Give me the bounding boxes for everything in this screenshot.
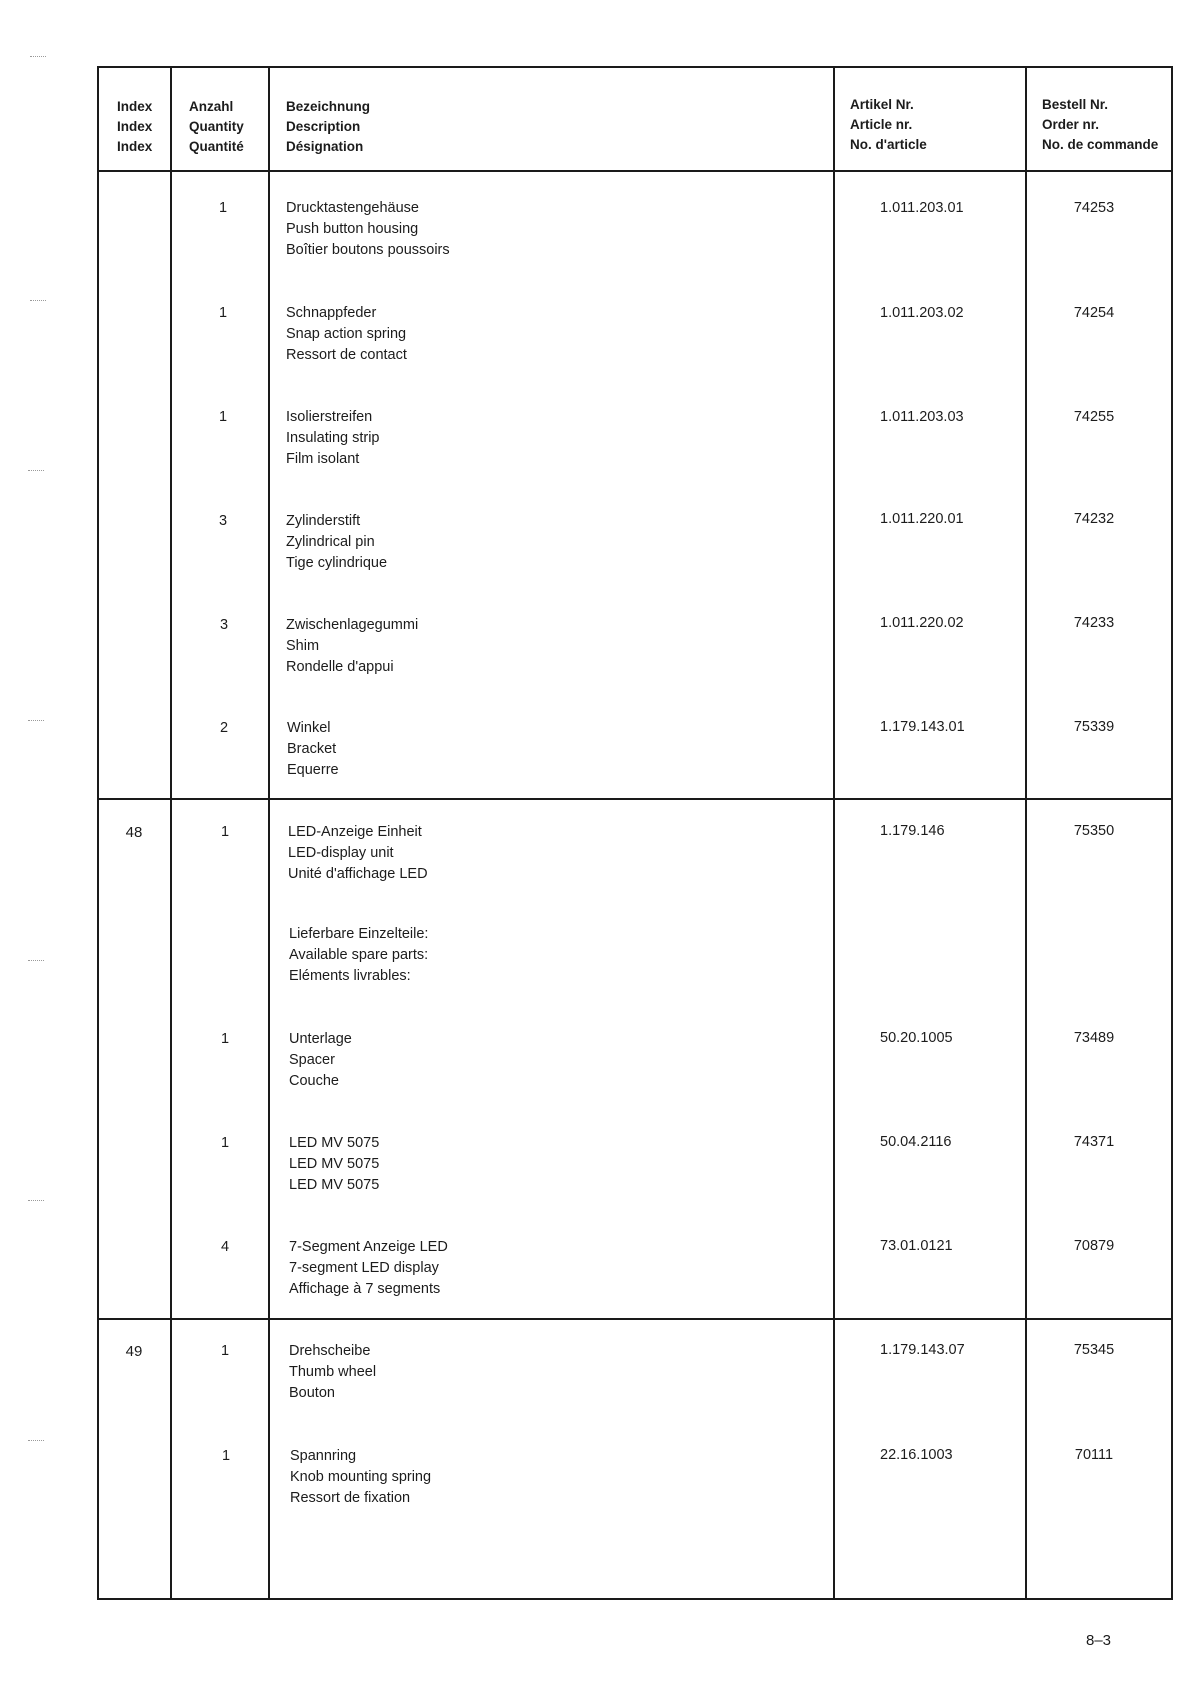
- order-number-cell: 74371: [1073, 1134, 1115, 1150]
- article-number-cell: 50.04.2116: [880, 1134, 952, 1150]
- description-cell: [289, 924, 428, 987]
- header-label: Article nr.: [850, 117, 913, 132]
- description-line: LED MV 5075: [289, 1135, 380, 1151]
- description-line: LED MV 5075: [289, 1156, 380, 1172]
- description-line: Drehscheibe: [289, 1343, 371, 1359]
- description-line: Couche: [289, 1073, 339, 1089]
- order-number-cell: 73489: [1073, 1030, 1115, 1046]
- description-cell: [286, 407, 380, 470]
- header-label: Bezeichnung: [286, 99, 371, 114]
- description-line: Shim: [286, 638, 320, 654]
- column-divider: [268, 66, 270, 1600]
- description-line: LED-display unit: [288, 845, 394, 861]
- description-line: Eléments livrables:: [289, 968, 411, 984]
- header-description: [286, 97, 370, 157]
- description-cell: [289, 1341, 376, 1404]
- description-line: Schnappfeder: [286, 305, 377, 321]
- article-number-cell: 1.179.143.01: [880, 719, 965, 735]
- article-number-cell: 1.011.220.01: [880, 511, 964, 527]
- order-number-cell: 74253: [1073, 200, 1115, 216]
- column-divider: [170, 66, 172, 1600]
- description-line: Film isolant: [286, 451, 360, 467]
- quantity-cell: 1: [220, 1343, 230, 1359]
- description-cell: [289, 1029, 352, 1092]
- page-number: 8–3: [1086, 1632, 1112, 1649]
- description-cell: [286, 615, 418, 678]
- quantity-cell: 3: [218, 513, 228, 529]
- description-line: Winkel: [287, 720, 331, 736]
- description-line: Unité d'affichage LED: [288, 866, 428, 882]
- scan-artifact: [28, 960, 44, 961]
- description-cell: [287, 718, 339, 781]
- article-number-cell: 22.16.1003: [880, 1447, 953, 1463]
- header-order-number: [1042, 95, 1158, 155]
- header-quantity: [189, 97, 244, 157]
- description-line: 7-Segment Anzeige LED: [289, 1239, 448, 1255]
- description-cell: [286, 511, 387, 574]
- order-number-cell: 75345: [1073, 1342, 1115, 1358]
- description-line: Isolierstreifen: [286, 409, 373, 425]
- description-line: Drucktastengehäuse: [286, 200, 419, 216]
- description-line: Insulating strip: [286, 430, 380, 446]
- column-divider: [833, 66, 835, 1600]
- header-label: Index: [117, 99, 153, 114]
- description-line: LED MV 5075: [289, 1177, 380, 1193]
- quantity-cell: 1: [220, 1135, 230, 1151]
- description-line: Zylindrical pin: [286, 534, 375, 550]
- article-number-cell: 1.179.143.07: [880, 1342, 965, 1358]
- quantity-cell: 3: [219, 617, 229, 633]
- quantity-cell: 2: [219, 720, 229, 736]
- description-line: Equerre: [287, 762, 339, 778]
- quantity-cell: 4: [220, 1239, 230, 1255]
- description-cell: [290, 1446, 431, 1509]
- description-line: Bouton: [289, 1385, 335, 1401]
- header-label: Quantity: [189, 119, 244, 134]
- article-number-cell: 73.01.0121: [880, 1238, 953, 1254]
- order-number-cell: 74232: [1073, 511, 1115, 527]
- header-label: Description: [286, 119, 361, 134]
- description-line: Spannring: [290, 1448, 357, 1464]
- index-cell: 48: [125, 824, 143, 841]
- column-divider: [1025, 66, 1027, 1600]
- description-line: Lieferbare Einzelteile:: [289, 926, 429, 942]
- order-number-cell: 75339: [1073, 719, 1115, 735]
- parts-table-frame: [97, 66, 1173, 1600]
- scan-artifact: [28, 470, 44, 471]
- quantity-cell: 1: [218, 409, 228, 425]
- description-line: Spacer: [289, 1052, 335, 1068]
- header-label: Index: [117, 139, 153, 154]
- description-line: 7-segment LED display: [289, 1260, 439, 1276]
- header-article-number: [850, 95, 927, 155]
- header-index: [117, 97, 152, 157]
- description-line: Snap action spring: [286, 326, 407, 342]
- quantity-cell: 1: [221, 1448, 231, 1464]
- description-line: Available spare parts:: [289, 947, 429, 963]
- scan-artifact: [28, 1200, 44, 1201]
- scan-artifact: [28, 1440, 44, 1441]
- description-line: Thumb wheel: [289, 1364, 377, 1380]
- quantity-cell: 1: [218, 200, 228, 216]
- scan-artifact: [30, 56, 46, 57]
- description-line: Ressort de contact: [286, 347, 407, 363]
- order-number-cell: 70111: [1074, 1447, 1114, 1463]
- group-divider: [97, 798, 1173, 800]
- header-label: Bestell Nr.: [1042, 97, 1109, 112]
- article-number-cell: 1.179.146: [880, 823, 945, 839]
- description-line: Bracket: [287, 741, 337, 757]
- order-number-cell: 75350: [1073, 823, 1115, 839]
- article-number-cell: 1.011.203.03: [880, 409, 964, 425]
- description-line: Zwischenlagegummi: [286, 617, 419, 633]
- header-label: No. de commande: [1042, 137, 1159, 152]
- order-number-cell: 70879: [1073, 1238, 1115, 1254]
- description-line: LED-Anzeige Einheit: [288, 824, 422, 840]
- description-line: Push button housing: [286, 221, 419, 237]
- description-line: Unterlage: [289, 1031, 352, 1047]
- scan-artifact: [30, 300, 46, 301]
- article-number-cell: 1.011.220.02: [880, 615, 964, 631]
- order-number-cell: 74254: [1073, 305, 1115, 321]
- order-number-cell: 74255: [1073, 409, 1115, 425]
- quantity-cell: 1: [220, 824, 230, 840]
- order-number-cell: 74233: [1073, 615, 1115, 631]
- header-divider: [97, 170, 1173, 172]
- article-number-cell: 50.20.1005: [880, 1030, 953, 1046]
- description-cell: [288, 822, 428, 885]
- header-label: Désignation: [286, 139, 364, 154]
- description-line: Rondelle d'appui: [286, 659, 394, 675]
- index-cell: 49: [125, 1343, 143, 1360]
- header-label: Order nr.: [1042, 117, 1100, 132]
- description-line: Affichage à 7 segments: [289, 1281, 441, 1297]
- header-label: Anzahl: [189, 99, 234, 114]
- scan-artifact: [28, 720, 44, 721]
- description-cell: [286, 303, 407, 366]
- header-label: Quantité: [189, 139, 244, 154]
- description-line: Boîtier boutons poussoirs: [286, 242, 450, 258]
- header-label: Index: [117, 119, 153, 134]
- quantity-cell: 1: [220, 1031, 230, 1047]
- description-cell: [289, 1237, 448, 1300]
- description-line: Zylinderstift: [286, 513, 361, 529]
- description-cell: [286, 198, 450, 261]
- article-number-cell: 1.011.203.02: [880, 305, 964, 321]
- description-line: Knob mounting spring: [290, 1469, 432, 1485]
- quantity-cell: 1: [218, 305, 228, 321]
- article-number-cell: 1.011.203.01: [880, 200, 964, 216]
- header-label: No. d'article: [850, 137, 927, 152]
- header-label: Artikel Nr.: [850, 97, 914, 112]
- group-divider: [97, 1318, 1173, 1320]
- description-line: Tige cylindrique: [286, 555, 388, 571]
- description-cell: [289, 1133, 379, 1196]
- description-line: Ressort de fixation: [290, 1490, 411, 1506]
